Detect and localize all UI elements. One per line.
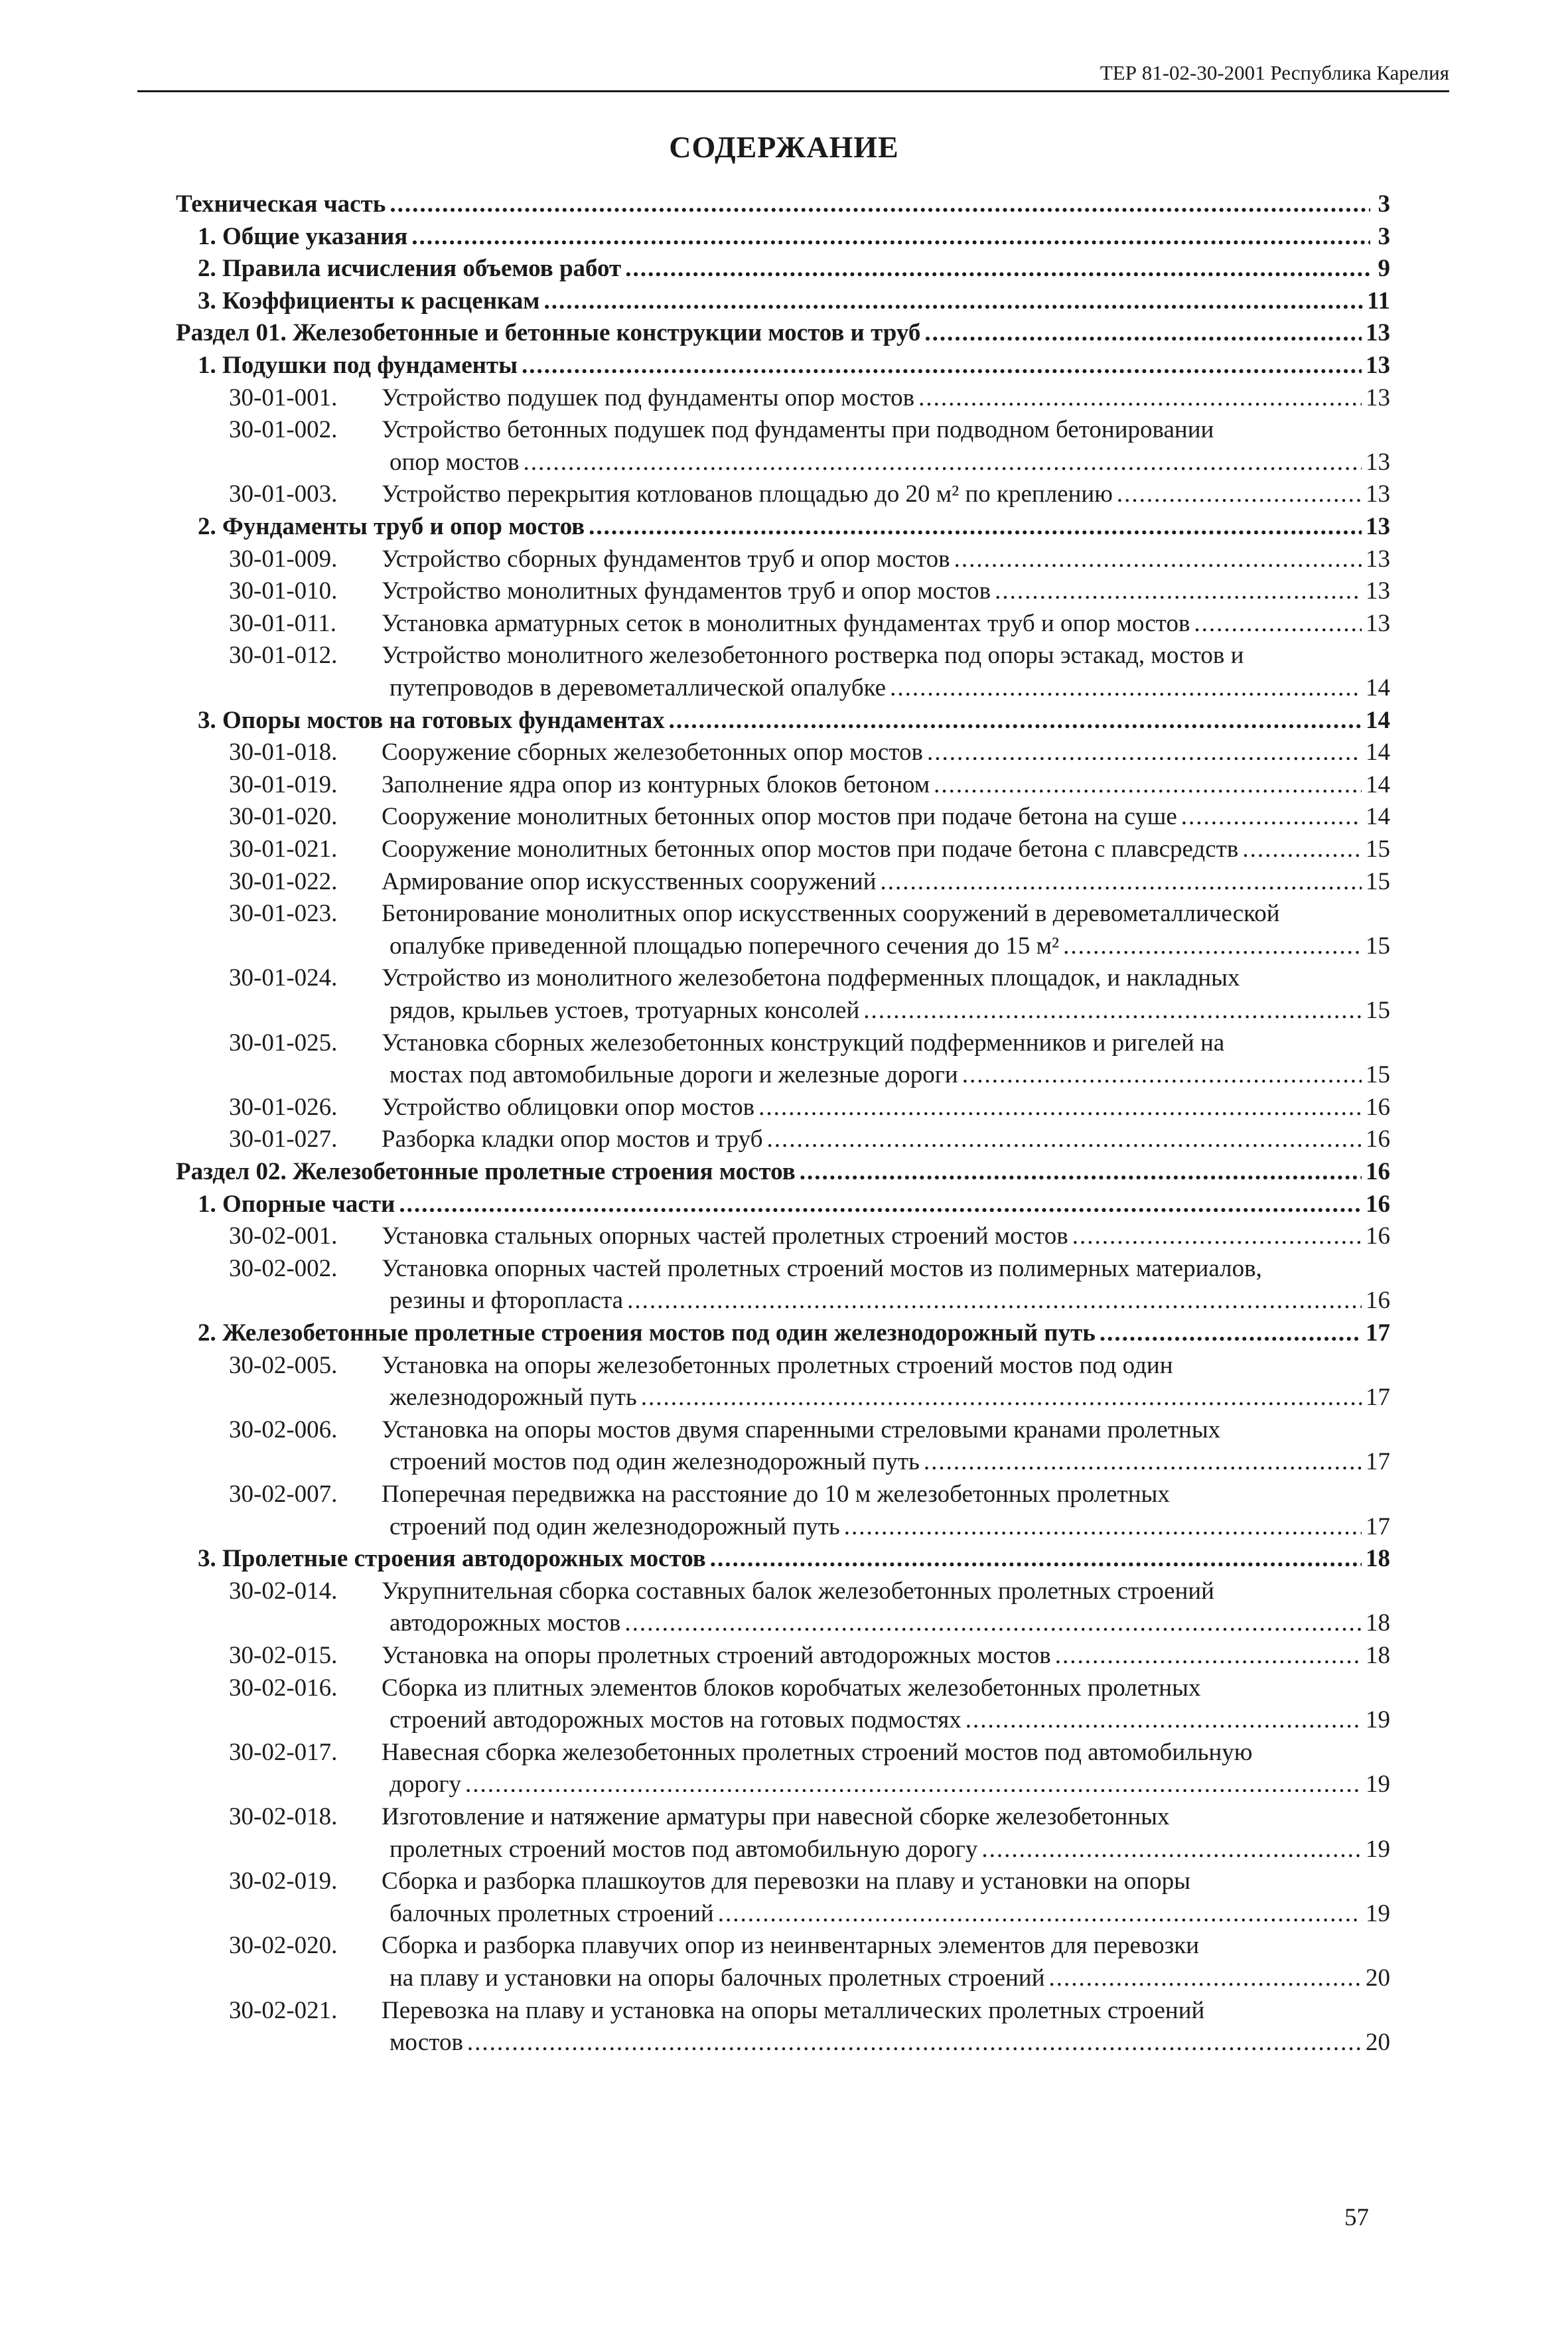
toc-entry-code: 30-01-026. <box>229 1093 338 1121</box>
toc-entry-page: 13 <box>1366 577 1390 605</box>
toc-entry <box>198 222 1390 252</box>
toc-entry-title: Сооружение сборных железобетонных опор мостов <box>382 739 923 767</box>
dot-leader <box>1055 1641 1362 1671</box>
toc-entry <box>229 1479 1390 1510</box>
toc-entry-title-cont: строений автодорожных мостов на готовых подмостях <box>390 1706 962 1734</box>
dot-leader <box>523 447 1362 478</box>
toc-entry-title: Устройство сборных фундаментов труб и опор мостов <box>382 545 950 573</box>
toc-entry-title-cont: опор мостов <box>390 448 520 476</box>
toc-entry-title: Сооружение монолитных бетонных опор мостов при подаче бетона с плавсредств <box>382 836 1239 863</box>
toc-entry <box>229 1673 1390 1704</box>
toc-entry-code: 30-01-024. <box>229 964 338 992</box>
toc-entry-page: 13 <box>1366 480 1390 508</box>
toc-entry-page: 11 <box>1367 287 1390 315</box>
toc-entry-title: 2. Фундаменты труб и опор мостов <box>198 513 585 540</box>
dot-leader <box>890 673 1362 703</box>
dot-leader <box>467 2027 1362 2058</box>
dot-leader <box>918 383 1362 413</box>
toc-entry <box>229 576 1390 607</box>
toc-entry-page: 14 <box>1366 771 1390 798</box>
toc-entry-title: Укрупнительная сборка составных балок железобетонных пролетных строений <box>382 1577 1214 1605</box>
toc-entry-title-cont: на плаву и установки на опоры балочных пролетных строений <box>390 1964 1045 1992</box>
toc-entry <box>229 1254 1390 1284</box>
dot-leader <box>624 1608 1362 1639</box>
toc-entry-code: 30-01-010. <box>229 577 338 605</box>
toc-entry-code: 30-02-019. <box>229 1868 338 1895</box>
toc-entry-continuation <box>390 1834 1390 1865</box>
toc-entry-code: 30-01-009. <box>229 545 338 573</box>
toc-entry-continuation <box>390 1512 1390 1542</box>
toc-entry <box>176 318 1390 348</box>
toc-entry <box>229 1576 1390 1607</box>
toc-entry-page: 17 <box>1366 1448 1390 1476</box>
toc-entry-title-cont: опалубке приведенной площадью поперечного сечения до 15 м² <box>390 932 1060 960</box>
dot-leader <box>589 512 1362 542</box>
toc-entry-code: 30-01-012. <box>229 642 338 670</box>
toc-entry-page: 17 <box>1366 1319 1390 1347</box>
toc-entry-page: 9 <box>1378 255 1390 283</box>
toc-entry-title-cont: железнодорожный путь <box>390 1384 637 1412</box>
toc-entry-continuation <box>390 1963 1390 1994</box>
dot-leader <box>863 995 1362 1026</box>
toc-entry-page: 15 <box>1366 932 1390 960</box>
dot-leader <box>766 1124 1362 1155</box>
toc-entry-code: 30-01-002. <box>229 416 338 444</box>
toc-entry <box>229 1351 1390 1381</box>
dot-leader <box>544 286 1364 317</box>
toc-entry-title: Устройство перекрытия котлованов площадью до 20 м² по креплению <box>382 480 1113 508</box>
toc-entry-page: 20 <box>1366 2029 1390 2057</box>
toc-entry <box>229 899 1390 929</box>
toc-entry-title: Сборка из плитных элементов блоков коробчатых железобетонных пролетных <box>382 1674 1201 1702</box>
toc-entry-page: 19 <box>1366 1835 1390 1863</box>
toc-entry <box>229 1092 1390 1123</box>
toc-entry-code: 30-02-007. <box>229 1481 338 1508</box>
toc-entry <box>229 383 1390 413</box>
toc-entry <box>198 254 1390 284</box>
page-number: 57 <box>1344 2204 1369 2231</box>
toc-entry-page: 20 <box>1366 1964 1390 1992</box>
dot-leader <box>669 705 1362 736</box>
toc-entry-title-cont: рядов, крыльев устоев, тротуарных консолей <box>390 997 860 1024</box>
toc-entry-continuation <box>390 1382 1390 1413</box>
toc-entry-page: 14 <box>1366 706 1390 734</box>
toc-entry-title-cont: строений под один железнодорожный путь <box>390 1512 840 1540</box>
toc-entry-continuation <box>390 1769 1390 1800</box>
dot-leader <box>1100 1318 1362 1349</box>
dot-leader <box>1194 609 1362 639</box>
toc-entry <box>229 737 1390 768</box>
toc-entry <box>198 705 1390 736</box>
document-title: ТЕР 81-02-30-2001 Республика Карелия <box>1100 61 1449 84</box>
toc-entry <box>229 479 1390 510</box>
dot-leader <box>710 1544 1362 1574</box>
toc-entry-title: Установка на опоры мостов двумя спаренными стреловыми кранами пролетных <box>382 1416 1221 1443</box>
toc-entry-page: 17 <box>1366 1512 1390 1540</box>
toc-entry-title: 2. Железобетонные пролетные строения мостов под один железнодорожный путь <box>198 1319 1096 1347</box>
toc-entry-page: 13 <box>1366 384 1390 411</box>
toc-entry-title: Установка на опоры пролетных строений автодорожных мостов <box>382 1642 1051 1669</box>
toc-entry-page: 14 <box>1366 803 1390 831</box>
toc-entry-page: 19 <box>1366 1771 1390 1799</box>
toc-entry <box>198 286 1390 317</box>
toc-entry-title: 1. Подушки под фундаменты <box>198 352 518 379</box>
toc-entry-continuation <box>390 673 1390 703</box>
toc-entry-page: 13 <box>1366 609 1390 637</box>
toc-entry-page: 17 <box>1366 1384 1390 1412</box>
toc-entry <box>229 544 1390 575</box>
toc-entry <box>229 1931 1390 1961</box>
toc-entry-continuation <box>390 931 1390 962</box>
toc-entry-title: Устройство бетонных подушек под фундаменты при подводном бетонировании <box>382 416 1214 444</box>
toc-entry-continuation <box>390 1705 1390 1735</box>
toc-entry-page: 19 <box>1366 1706 1390 1734</box>
toc-entry-code: 30-01-020. <box>229 803 338 831</box>
toc-entry-title: Установка опорных частей пролетных строений мостов из полимерных материалов, <box>382 1254 1262 1282</box>
toc-entry <box>229 963 1390 993</box>
toc-entry-title: 3. Коэффициенты к расценкам <box>198 287 540 315</box>
toc-entry <box>229 1866 1390 1897</box>
toc-entry-code: 30-01-021. <box>229 836 338 863</box>
dot-leader <box>954 544 1362 575</box>
toc-entry <box>198 1189 1390 1220</box>
toc-entry-title: Раздел 02. Железобетонные пролетные строения мостов <box>176 1158 796 1185</box>
toc-entry-page: 14 <box>1366 739 1390 767</box>
toc-entry-code: 30-02-016. <box>229 1674 338 1702</box>
dot-leader <box>962 1060 1362 1090</box>
toc-entry <box>198 512 1390 542</box>
toc-entry-code: 30-02-006. <box>229 1416 338 1443</box>
dot-leader <box>927 737 1362 768</box>
toc-entry-title: Устройство монолитного железобетонного ростверка под опоры эстакад, мостов и <box>382 642 1244 670</box>
toc-entry-page: 13 <box>1366 513 1390 540</box>
toc-entry-code: 30-01-001. <box>229 384 338 411</box>
toc-entry-title: Устройство облицовки опор мостов <box>382 1093 755 1121</box>
toc-entry-page: 13 <box>1366 352 1390 379</box>
dot-leader <box>465 1769 1362 1800</box>
dot-leader <box>981 1834 1362 1865</box>
toc-entry-page: 3 <box>1378 222 1390 250</box>
toc-entry-page: 16 <box>1366 1126 1390 1153</box>
toc-entry-title: Сборка и разборка плашкоутов для перевозки на плаву и установки на опоры <box>382 1868 1190 1895</box>
toc-entry <box>229 770 1390 800</box>
toc-entry <box>198 1544 1390 1574</box>
toc-entry-code: 30-02-015. <box>229 1642 338 1669</box>
toc-entry-title: Установка на опоры железобетонных пролетных строений мостов под один <box>382 1351 1173 1379</box>
toc-entry <box>229 802 1390 832</box>
toc-entry-code: 30-02-018. <box>229 1803 338 1830</box>
toc-entry-title: 1. Опорные части <box>198 1190 395 1218</box>
toc-entry-code: 30-01-027. <box>229 1126 338 1153</box>
toc-entry-code: 30-01-003. <box>229 480 338 508</box>
toc-entry-title: Раздел 01. Железобетонные и бетонные конструкции мостов и труб <box>176 319 921 347</box>
toc-entry-page: 19 <box>1366 1899 1390 1927</box>
toc-entry <box>198 350 1390 381</box>
toc-entry-page: 15 <box>1366 1061 1390 1089</box>
dot-leader <box>844 1512 1362 1542</box>
toc-entry-title-cont: пролетных строений мостов под автомобильную дорогу <box>390 1835 978 1863</box>
toc-entry-title: Установка арматурных сеток в монолитных фундаментах труб и опор мостов <box>382 609 1190 637</box>
toc-entry-title: Сооружение монолитных бетонных опор мостов при подаче бетона на суше <box>382 803 1177 831</box>
toc-entry-title: 1. Общие указания <box>198 222 408 250</box>
toc-entry-continuation <box>390 1447 1390 1477</box>
toc-entry-title: Разборка кладки опор мостов и труб <box>382 1126 763 1153</box>
toc-entry-title: Установка сборных железобетонных конструкций подферменников и ригелей на <box>382 1029 1225 1057</box>
dot-leader <box>641 1382 1362 1413</box>
toc-entry-page: 15 <box>1366 997 1390 1024</box>
toc-entry-page: 15 <box>1366 867 1390 895</box>
dot-leader <box>1242 834 1362 865</box>
toc-entry-title-cont: автодорожных мостов <box>390 1609 621 1637</box>
toc-entry-title: Устройство подушек под фундаменты опор мостов <box>382 384 915 411</box>
dot-leader <box>718 1899 1362 1929</box>
toc-entry-title: Установка стальных опорных частей пролетных строений мостов <box>382 1222 1068 1250</box>
toc-entry-page: 14 <box>1366 674 1390 701</box>
toc-entry-page: 16 <box>1366 1287 1390 1315</box>
toc-entry-title-cont: мостах под автомобильные дороги и железные дороги <box>390 1061 958 1089</box>
toc-entry-title: Сборка и разборка плавучих опор из неинвентарных элементов для перевозки <box>382 1932 1200 1960</box>
toc-entry <box>176 1157 1390 1187</box>
toc-entry-page: 13 <box>1366 545 1390 573</box>
toc-entry-code: 30-01-023. <box>229 900 338 928</box>
toc-entry <box>229 1802 1390 1832</box>
toc-entry-title: Устройство из монолитного железобетона подферменных площадок, и накладных <box>382 964 1240 992</box>
toc-entry-title: Перевозка на плаву и установка на опоры металлических пролетных строений <box>382 1996 1205 2024</box>
toc-entry-continuation <box>390 447 1390 478</box>
dot-leader <box>1049 1963 1362 1994</box>
toc-entry <box>229 1028 1390 1059</box>
toc-entry-continuation <box>390 1286 1390 1316</box>
dot-leader <box>1181 802 1362 832</box>
toc-entry <box>229 609 1390 639</box>
toc-entry-code: 30-01-011. <box>229 609 337 637</box>
dot-leader <box>1063 931 1362 962</box>
toc-entry-continuation <box>390 1899 1390 1929</box>
dot-leader <box>881 867 1362 897</box>
toc-entry-title-cont: путепроводов в деревометаллической опалубке <box>390 674 887 701</box>
toc-entry-title: Поперечная передвижка на расстояние до 10 м железобетонных пролетных <box>382 1481 1170 1508</box>
toc-entry <box>229 640 1390 671</box>
toc-entry <box>229 1737 1390 1768</box>
toc-entry-page: 3 <box>1378 190 1390 218</box>
toc-entry-continuation <box>390 1608 1390 1639</box>
toc-entry-title: Бетонирование монолитных опор искусственных сооружений в деревометаллической <box>382 900 1280 928</box>
toc-entry-code: 30-02-020. <box>229 1932 338 1960</box>
toc-entry-page: 16 <box>1366 1190 1390 1218</box>
toc-entry-title-cont: мостов <box>390 2029 463 2057</box>
dot-leader <box>758 1092 1362 1123</box>
dot-leader <box>1117 479 1362 510</box>
dot-leader <box>924 1447 1362 1477</box>
toc-entry-code: 30-02-014. <box>229 1577 338 1605</box>
toc-entry-page: 18 <box>1366 1609 1390 1637</box>
toc-entry-code: 30-01-025. <box>229 1029 338 1057</box>
toc-entry <box>229 1124 1390 1155</box>
toc-entry-code: 30-02-005. <box>229 1351 338 1379</box>
toc-entry-code: 30-01-019. <box>229 771 338 798</box>
toc-entry-title: Навесная сборка железобетонных пролетных строений мостов под автомобильную <box>382 1738 1253 1766</box>
toc-entry-page: 15 <box>1366 836 1390 863</box>
page-title: СОДЕРЖАНИЕ <box>669 130 899 164</box>
toc-entry <box>229 834 1390 865</box>
dot-leader <box>390 189 1370 220</box>
toc-entry-title: Армирование опор искусственных сооружений <box>382 867 877 895</box>
toc-entry <box>229 415 1390 445</box>
toc-entry <box>229 1641 1390 1671</box>
dot-leader <box>411 222 1370 252</box>
toc-entry-continuation <box>390 995 1390 1026</box>
toc-entry-title-cont: дорогу <box>390 1771 462 1799</box>
toc-entry-code: 30-02-021. <box>229 1996 338 2024</box>
toc-entry-title: Техническая часть <box>176 190 386 218</box>
toc-entry <box>176 189 1390 220</box>
toc-entry-continuation <box>390 1060 1390 1090</box>
toc-entry <box>229 1415 1390 1445</box>
toc-entry-title: 2. Правила исчисления объемов работ <box>198 255 622 283</box>
toc-entry-title: Заполнение ядра опор из контурных блоков бетоном <box>382 771 930 798</box>
toc-entry <box>229 1996 1390 2026</box>
toc-entry-code: 30-02-017. <box>229 1738 338 1766</box>
toc-entry-title: 3. Пролетные строения автодорожных мостов <box>198 1545 706 1573</box>
dot-leader <box>995 576 1362 607</box>
toc-entry-code: 30-02-001. <box>229 1222 338 1250</box>
dot-leader <box>965 1705 1362 1735</box>
toc-entry <box>198 1318 1390 1349</box>
dot-leader <box>522 350 1362 381</box>
dot-leader <box>627 1286 1362 1316</box>
dot-leader <box>924 318 1362 348</box>
toc-entry-title-cont: строений мостов под один железнодорожный путь <box>390 1448 920 1476</box>
toc-entry-code: 30-01-022. <box>229 867 338 895</box>
toc-entry-page: 16 <box>1366 1158 1390 1185</box>
toc-entry-title: 3. Опоры мостов на готовых фундаментах <box>198 706 665 734</box>
dot-leader <box>934 770 1362 800</box>
toc-entry-code: 30-02-002. <box>229 1254 338 1282</box>
dot-leader <box>800 1157 1362 1187</box>
toc-entry-title: Изготовление и натяжение арматуры при навесной сборке железобетонных <box>382 1803 1170 1830</box>
toc-entry-page: 16 <box>1366 1222 1390 1250</box>
toc-entry-page: 18 <box>1366 1642 1390 1669</box>
dot-leader <box>1072 1221 1362 1252</box>
toc-entry-page: 13 <box>1366 319 1390 347</box>
toc-entry-continuation <box>390 2027 1390 2058</box>
dot-leader <box>399 1189 1362 1220</box>
toc-entry-page: 16 <box>1366 1093 1390 1121</box>
toc-entry-title: Устройство монолитных фундаментов труб и опор мостов <box>382 577 991 605</box>
dot-leader <box>625 254 1370 284</box>
toc-entry-title-cont: резины и фторопласта <box>390 1287 624 1315</box>
toc-entry <box>229 1221 1390 1252</box>
toc-entry-code: 30-01-018. <box>229 739 338 767</box>
toc-entry-title-cont: балочных пролетных строений <box>390 1899 714 1927</box>
toc-entry-page: 13 <box>1366 448 1390 476</box>
toc-entry-page: 18 <box>1366 1545 1390 1573</box>
toc-entry <box>229 867 1390 897</box>
